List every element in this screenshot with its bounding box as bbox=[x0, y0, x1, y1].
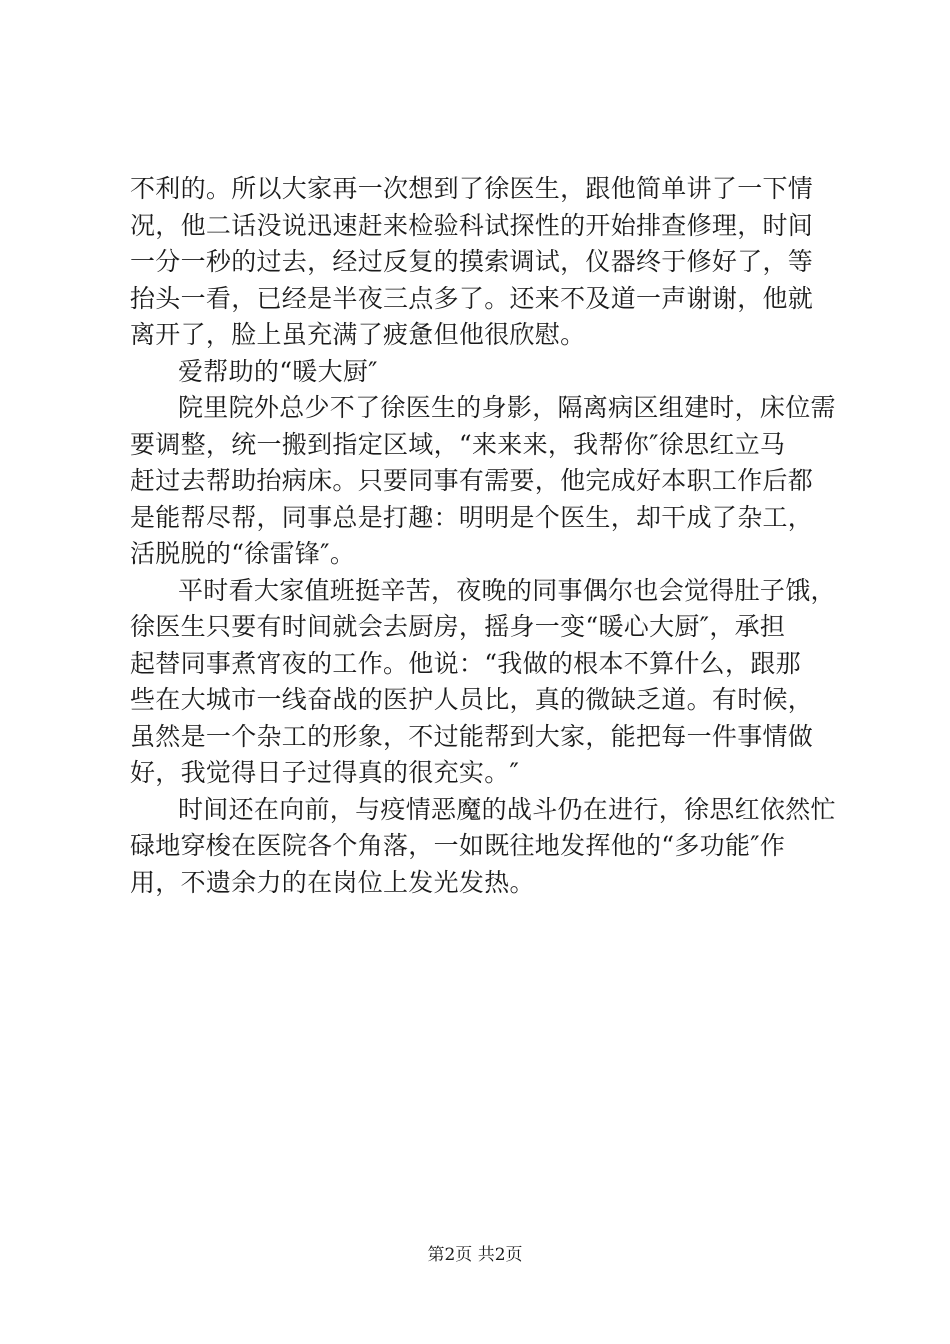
document-body bbox=[130, 171, 836, 901]
text-line-8: 要调整，统一搬到指定区域，“来来来，我帮你″徐思红立马 bbox=[130, 429, 786, 459]
text-line-17: 好，我觉得日子过得真的很充实。″ bbox=[130, 758, 520, 787]
text-line-13: 徐医生只要有时间就会去厨房，摇身一变“暖心大厨″，承担 bbox=[130, 612, 786, 641]
text-line-3: 一分一秒的过去，经过反复的摸索调试，仪器终于修好了，等 bbox=[130, 247, 814, 276]
text-line-4: 抬头一看，已经是半夜三点多了。还来不及道一声谢谢，他就 bbox=[130, 283, 814, 313]
text-line-2: 况，他二话没说迅速赶来检验科试探性的开始排查修理，时间 bbox=[130, 210, 814, 240]
text-line-15: 些在大城市一线奋战的医护人员比，真的微缺乏道。有时候， bbox=[130, 685, 814, 714]
text-line-16: 虽然是一个杂工的形象，不过能帮到大家，能把每一件事情做 bbox=[130, 721, 814, 751]
page-number-footer: 第2页 共2页 bbox=[427, 1245, 523, 1265]
text-line-14: 起替同事煮宵夜的工作。他说：“我做的根本不算什么，跟那 bbox=[130, 648, 801, 678]
text-line-10: 是能帮尽帮，同事总是打趣：明明是个医生，却干成了杂工， bbox=[130, 502, 814, 532]
text-line-9: 赶过去帮助抬病床。只要同事有需要，他完成好本职工作后都 bbox=[130, 466, 814, 495]
text-line-19: 碌地穿梭在医院各个角落，一如既往地发挥他的“多功能″作 bbox=[130, 831, 786, 860]
section-heading: 爱帮助的“暖大厨″ bbox=[178, 356, 378, 386]
text-line-20: 用，不遗余力的在岗位上发光发热。 bbox=[130, 867, 535, 897]
text-line-1: 不利的。所以大家再一次想到了徐医生，跟他简单讲了一下情 bbox=[130, 174, 814, 203]
text-line-18: 时间还在向前，与疫情恶魔的战斗仍在进行，徐思红依然忙 bbox=[178, 794, 836, 824]
text-line-7: 院里院外总少不了徐医生的身影，隔离病区组建时，床位需 bbox=[178, 393, 836, 422]
text-line-11: 活脱脱的“徐雷锋″。 bbox=[130, 539, 356, 568]
text-line-5: 离开了，脸上虽充满了疲惫但他很欣慰。 bbox=[130, 320, 586, 349]
text-line-12: 平时看大家值班挺辛苦，夜晚的同事偶尔也会觉得肚子饿， bbox=[178, 575, 836, 605]
